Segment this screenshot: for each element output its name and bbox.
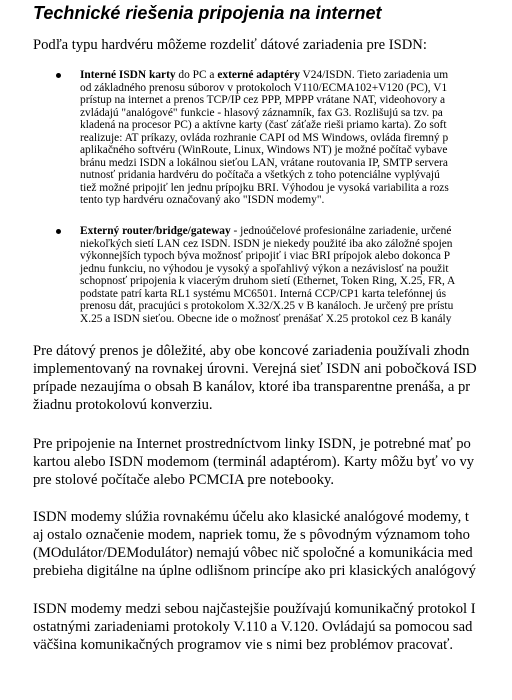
bullet-line: aplikačného softvéru (WinRoute, Linux, Windows NT) je možné počítač vybave xyxy=(80,144,448,156)
paragraph-line: aj ostalo označenie modem, napriek tomu, že s pôvodným významom toho xyxy=(33,527,470,543)
paragraph-line: kartou alebo ISDN modemom (terminál adaptérom). Karty môžu byť vo vy xyxy=(33,454,475,470)
bullet-icon xyxy=(56,73,61,78)
paragraph-line: ISDN modemy slúžia rovnakému účelu ako klasické analógové modemy, t xyxy=(33,509,469,525)
paragraph-line: žiadnu protokolovú konverziu. xyxy=(33,397,213,413)
bullet-line: X.25 a ISDN sieťou. Obecne ide o možnosť prenášať X.25 protokol cez B kanály xyxy=(80,312,452,325)
bullet-line: zvládajú "analógové" funkcie - hlasový záznamník, fax G3. Rozlišujú sa tzv. pa xyxy=(80,106,443,119)
bullet-line: nutnosť pridania hardvéru do počítača a všetkých z toho potenciálne vyplývajú xyxy=(80,169,440,181)
bullet-line: výkonnejších typoch býva možnosť pripojiť i viac BRI prípojok alebo dokonca P xyxy=(80,250,451,262)
bullet-line: jednu funkciu, no výhodou je vysoký a spoľahlivý výkon a nezávislosť na použit xyxy=(80,262,449,275)
page-title: Technické riešenia pripojenia na internet xyxy=(33,3,382,23)
paragraph-line: ISDN modemy medzi sebou najčastejšie používajú komunikačný protokol I xyxy=(33,601,476,617)
paragraph-line: Pre pripojenie na Internet prostredníctvom linky ISDN, je potrebné mať po xyxy=(33,436,471,452)
paragraph-line: prebieha digitálne na úplne odlišnom princípe ako pri klasických analógový xyxy=(33,563,476,579)
bullet-icon xyxy=(56,229,61,234)
paragraph-line: Pre dátový prenos je dôležité, aby obe koncové zariadenia používali zhodn xyxy=(33,343,470,359)
paragraph-line: ostatnými zariadeniami protokoly V.110 a V.120. Ovládajú sa pomocou sad xyxy=(33,619,473,635)
bullet-line: prístup na internet a prenos TCP/IP cez PPP, MPPP vrátane NAT, videohovory a xyxy=(80,94,446,106)
bullet-line: tento typ hardvéru označovaný ako "ISDN modemy". xyxy=(80,194,325,206)
bullet-line: niekoľkých sietí LAN cez ISDN. ISDN je niekedy použité iba ako záložné spojen xyxy=(80,237,453,250)
bullet-first-line xyxy=(80,225,451,238)
bullet-line: schopnosť pripojenia k viacerým druhom sietí (Ethernet, Token Ring, X.25, FR, A xyxy=(80,275,456,287)
bullet-first-line xyxy=(80,69,448,82)
paragraph-line: (MOdulátor/DEModulátor) nemajú vôbec nič spoločné a komunikácia med xyxy=(33,545,473,561)
text-run: do PC a xyxy=(175,69,218,81)
bullet-line: bránu medzi ISDN a lokálnou sieťou LAN, vrátane routovania IP, SMTP servera xyxy=(80,156,448,169)
bullet-line: prenosu dát, pracujúci s protokolom X.32/X.25 v B kanáloch. Je určený pre prístu xyxy=(80,300,454,312)
text-run: V24/ISDN. Tieto zariadenia um xyxy=(299,69,449,81)
bullet-line: od základného prenosu súborov v protokoloch V110/ECMA102+V120 (PC), V1 xyxy=(80,81,448,94)
bold-term: Interné ISDN karty xyxy=(80,69,176,81)
paragraph-line: pre stolové počítače alebo PCMCIA pre notebooky. xyxy=(33,472,334,488)
bullet-line: realizuje: AT príkazy, ovláda rozhranie CAPI od MS Windows, ovláda firemný p xyxy=(80,131,449,144)
paragraph-line: prípade nezaujíma o obsah B kanálov, ktoré iba transparentne prenáša, a pr xyxy=(33,379,471,395)
bullet-line: kladená na procesor PC) a aktívne karty (časť záťaže rieši priamo karta). Zo soft xyxy=(80,119,447,131)
bold-term: externé adaptéry xyxy=(217,69,300,81)
paragraph-line: implementovaný na rovnakej úrovni. Verejná sieť ISDN ani pobočková ISD xyxy=(33,361,477,377)
intro-text: Podľa typu hardvéru môžeme rozdeliť dátové zariadenia pre ISDN: xyxy=(33,37,427,53)
bullet-line: tiež možné pripojiť len jednu prípojku BRI. Výhodou je vysoká variabilita a rozs xyxy=(80,181,449,194)
text-run: - jednoúčelové profesionálne zariadenie, určené xyxy=(230,225,452,237)
paragraph-line: väčšina komunikačných programov vie s nimi bez problémov pracovať. xyxy=(33,637,454,653)
bold-term: Externý router/bridge/gateway xyxy=(80,225,231,237)
bullet-line: podstate patrí karta RL1 systému MC6501. Interná CCP/CP1 karta telefónnej ús xyxy=(80,287,447,300)
